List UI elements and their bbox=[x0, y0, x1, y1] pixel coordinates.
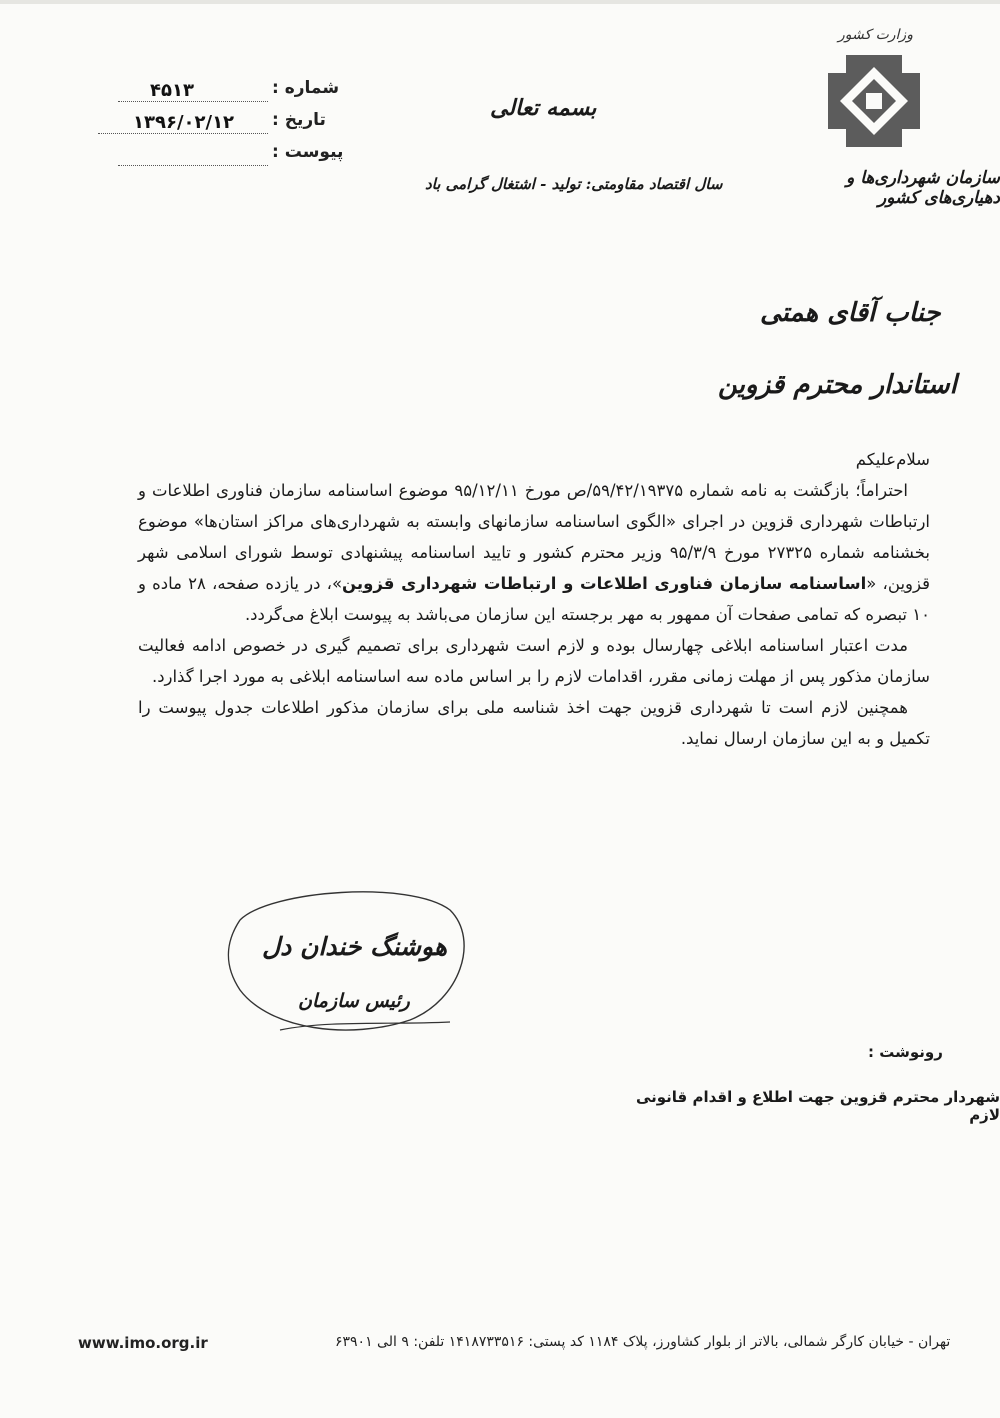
date-value: ۱۳۹۶/۰۲/۱۲ bbox=[133, 112, 235, 133]
paragraph-3: همچنین لازم است تا شهرداری قزوین جهت اخذ شناسه ملی برای سازمان مذکور اطلاعات جدول پیوست را تکمیل و به این سازمان ارسال نماید. bbox=[138, 698, 930, 748]
addressee-name: جناب آقای همتی bbox=[760, 298, 941, 328]
number-dots bbox=[118, 101, 268, 102]
number-value: ۴۵۱۳ bbox=[150, 80, 194, 101]
organization-logo bbox=[826, 53, 922, 149]
ministry-name: وزارت کشور bbox=[838, 27, 913, 43]
signatory-name: هوشنگ خندان دل bbox=[262, 932, 448, 961]
year-slogan: سال اقتصاد مقاومتی: تولید - اشتغال گرامی باد bbox=[425, 175, 723, 193]
number-label: شماره : bbox=[272, 78, 340, 98]
date-dots bbox=[98, 133, 268, 134]
cc-label: رونوشت : bbox=[868, 1043, 943, 1061]
attachment-dots bbox=[118, 165, 268, 166]
attachment-label: پیوست : bbox=[272, 142, 344, 162]
paragraph-2: مدت اعتبار اساسنامه ابلاغی چهارسال بوده و لازم است شهرداری برای تصمیم گیری در خصوص ادامه فعالیت سازمان مذکور پس از مهلت زمانی مقرر، اقدامات لازم را بر اساس ماده سه اساسنامه ابلاغی به مورد اجرا گذارد. bbox=[138, 636, 930, 686]
greeting: سلام‌علیکم bbox=[855, 450, 930, 469]
letter-body bbox=[138, 444, 930, 754]
paragraph-1-part-a: احتراماً؛ بازگشت به نامه شماره ۵۹/۴۲/۱۹۳۷۵/ص مورخ ۹۵/۱۲/۱۱ موضوع اساسنامه سازمان فناوری اطلاعات و ارتباطات شهرداری قزوین در اجرای «الگوی اساسنامه سازمانهای وابسته به شهرداری‌های مراکز استان‌ها» موضوع بخشنامه شماره ۲۷۳۲۵ مورخ ۹۵/۳/۹ وزیر محترم کشور و تایید اساسنامه پیشنهادی توسط شورای اسلامی شهر قزوین، « bbox=[138, 481, 930, 593]
paragraph-1 bbox=[138, 475, 930, 630]
footer-address: تهران - خیابان کارگر شمالی، بالاتر از بلوار کشاورز، پلاک ۱۱۸۴ کد پستی: ۱۴۱۸۷۳۳۵۱۶ تلفن: ۹ الی ۶۳۹۰۱ bbox=[335, 1334, 951, 1350]
signatory-title: رئیس سازمان bbox=[298, 990, 410, 1012]
footer-website: www.imo.org.ir bbox=[78, 1334, 208, 1352]
bismillah: بسمه تعالی bbox=[490, 95, 597, 121]
cc-line: شهردار محترم قزوین جهت اطلاع و اقدام قانونی لازم bbox=[635, 1088, 1000, 1124]
statute-title: اساسنامه سازمان فناوری اطلاعات و ارتباطات شهرداری قزوین bbox=[342, 574, 867, 593]
addressee-title: استاندار محترم قزوین bbox=[718, 370, 957, 400]
scan-edge bbox=[0, 0, 1000, 4]
organization-name: سازمان شهرداری‌ها و دهیاری‌های کشور bbox=[846, 168, 1000, 208]
date-label: تاریخ : bbox=[272, 110, 326, 130]
paragraph-1-part-b: »، در یازده صفحه، ۲۸ ماده و ۱۰ تبصره که تمامی صفحات آن ممهور به مهر برجسته این سازمان می‌باشد به پیوست ابلاغ می‌گردد. bbox=[138, 574, 930, 624]
